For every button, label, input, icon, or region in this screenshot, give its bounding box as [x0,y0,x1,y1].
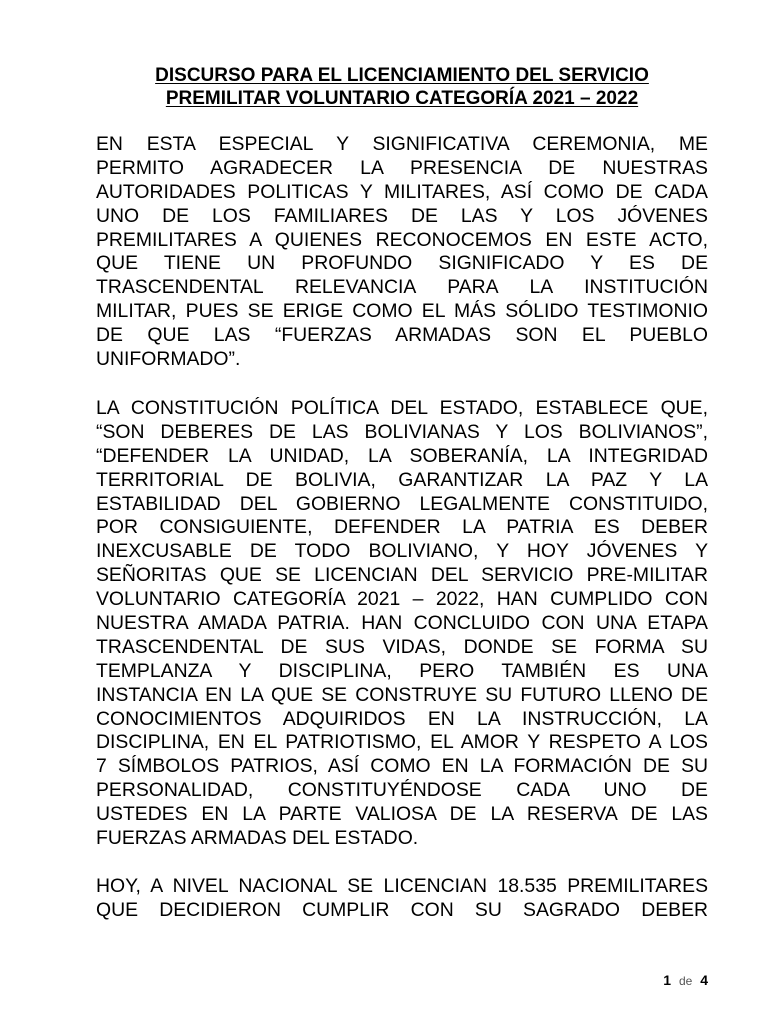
paragraph-1 [96,133,708,372]
paragraph-line: HOY, A NIVEL NACIONAL SE LICENCIAN 18.535 PREMILITARES [96,875,708,897]
paragraph-line: MILITAR, PUES SE ERIGE COMO EL MÁS SÓLIDO TESTIMONIO [96,300,708,323]
paragraph-line: PREMILITARES A QUIENES RECONOCEMOS EN ESTE ACTO, [96,228,708,251]
total-page-count: 4 [700,972,708,988]
paragraph-line: UNO DE LOS FAMILIARES DE LAS Y LOS JÓVENES [96,204,708,227]
paragraph-line: POR CONSIGUIENTE, DEFENDER LA PATRIA ES DEBER [96,516,708,539]
paragraph-line: DISCIPLINA, EN EL PATRIOTISMO, EL AMOR Y RESPETO A LOS [96,731,708,754]
paragraph-line: QUE TIENE UN PROFUNDO SIGNIFICADO Y ES DE [96,252,708,275]
title-line: PREMILITAR VOLUNTARIO CATEGORÍA 2021 – 2022 [165,88,639,109]
paragraph-line: UNIFORMADO”. [96,348,241,371]
paragraph-line: EN ESTA ESPECIAL Y SIGNIFICATIVA CEREMONIA, ME [96,133,708,155]
paragraph-line: AUTORIDADES POLITICAS Y MILITARES, ASÍ COMO DE CADA [96,180,708,203]
title-line: DISCURSO PARA EL LICENCIAMIENTO DEL SERVICIO [155,65,649,86]
paragraph-line: LA CONSTITUCIÓN POLÍTICA DEL ESTADO, ESTABLECE QUE, [96,397,708,419]
paragraph-2 [96,397,708,851]
paragraph-line: INEXCUSABLE DE TODO BOLIVIANO, Y HOY JÓVENES Y [96,540,708,563]
paragraph-line: “SON DEBERES DE LAS BOLIVIANAS Y LOS BOLIVIANOS”, [96,420,708,443]
paragraph-line: QUE DECIDIERON CUMPLIR CON SU SAGRADO DEBER [96,898,708,921]
paragraph-line: 7 SÍMBOLOS PATRIOS, ASÍ COMO EN LA FORMACIÓN DE SU [96,755,708,778]
paragraph-3 [96,875,708,923]
paragraph-line: TERRITORIAL DE BOLIVIA, GARANTIZAR LA PAZ Y LA [96,468,708,491]
paragraph-line: VOLUNTARIO CATEGORÍA 2021 – 2022, HAN CUMPLIDO CON [96,588,708,611]
paragraph-line: “DEFENDER LA UNIDAD, LA SOBERANÍA, LA INTEGRIDAD [96,444,708,467]
page-number [663,972,708,988]
paragraph-line: TEMPLANZA Y DISCIPLINA, PERO TAMBIÉN ES UNA [96,659,708,682]
paragraph-line: USTEDES EN LA PARTE VALIOSA DE LA RESERVA DE LAS [96,803,708,826]
paragraph-line: SEÑORITAS QUE SE LICENCIAN DEL SERVICIO PRE-MILITAR [96,564,708,587]
page-separator: de [678,974,693,988]
paragraph-line: TRASCENDENTAL DE SUS VIDAS, DONDE SE FORMA SU [96,635,708,658]
paragraph-line: ESTABILIDAD DEL GOBIERNO LEGALMENTE CONSTITUIDO, [96,492,708,515]
paragraph-line: INSTANCIA EN LA QUE SE CONSTRUYE SU FUTURO LLENO DE [96,683,708,706]
paragraph-line: CONOCIMIENTOS ADQUIRIDOS EN LA INSTRUCCIÓN, LA [96,707,708,730]
current-page-number: 1 [663,972,672,988]
paragraph-line: TRASCENDENTAL RELEVANCIA PARA LA INSTITUCIÓN [96,276,708,299]
paragraph-line: NUESTRA AMADA PATRIA. HAN CONCLUIDO CON UNA ETAPA [96,612,708,635]
paragraph-line: PERMITO AGRADECER LA PRESENCIA DE NUESTRAS [96,156,708,179]
paragraph-line: PERSONALIDAD, CONSTITUYÉNDOSE CADA UNO DE [96,779,708,802]
document-title [96,64,708,110]
paragraph-line: DE QUE LAS “FUERZAS ARMADAS SON EL PUEBLO [96,324,708,347]
paragraph-line: FUERZAS ARMADAS DEL ESTADO. [96,827,419,850]
